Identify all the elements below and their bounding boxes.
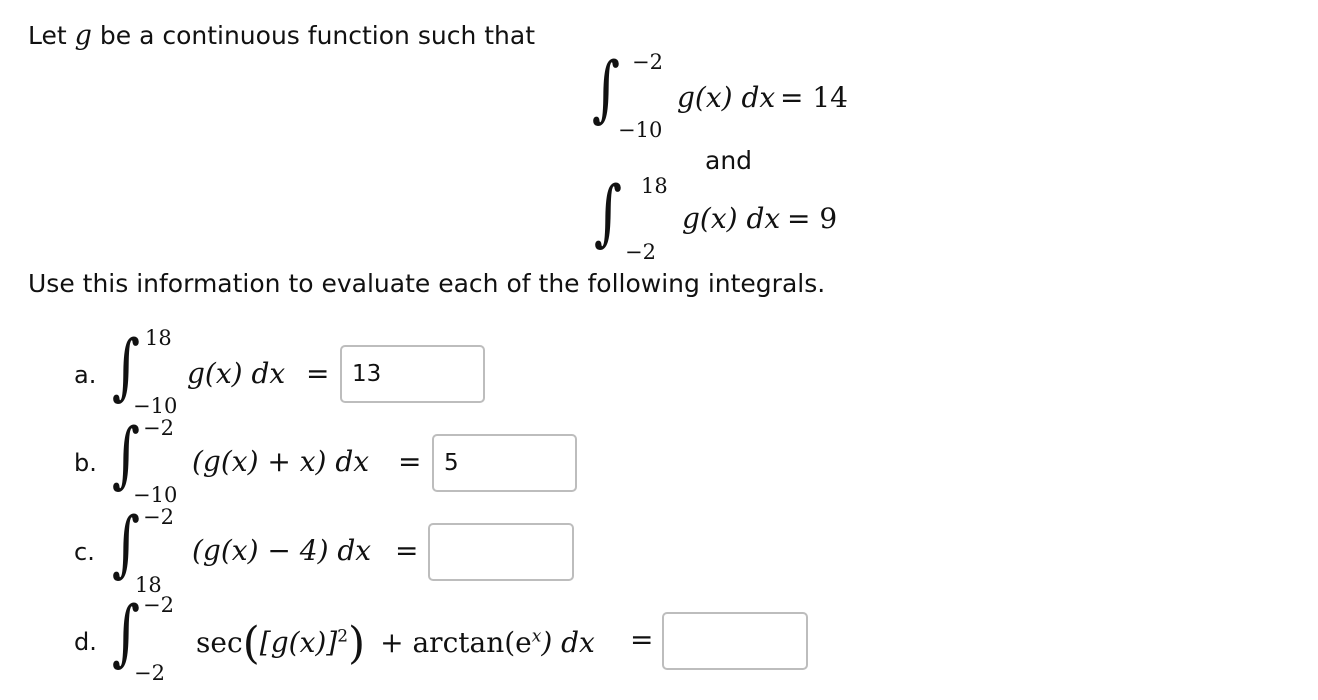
- and-text: and: [705, 146, 753, 175]
- answer-input-c[interactable]: [428, 523, 574, 581]
- upper-limit: 18: [641, 174, 668, 198]
- lower-limit: −2: [625, 240, 656, 264]
- lower-limit: 18: [135, 573, 162, 597]
- equals-sign: =: [306, 357, 330, 390]
- dx-term: ) dx: [541, 626, 595, 659]
- equals-sign: =: [395, 534, 419, 567]
- instruction-text: Use this information to evaluate each of the following integrals.: [28, 269, 826, 298]
- right-paren: ): [348, 618, 366, 669]
- sec-function: sec: [196, 626, 243, 659]
- answer-input-a[interactable]: [340, 345, 485, 403]
- intro-suffix: be a continuous function such that: [91, 21, 536, 50]
- exponent: 2: [337, 626, 349, 647]
- integrand: g(x) dx: [682, 202, 781, 235]
- integrand: (g(x) + x) dx: [192, 445, 370, 478]
- lower-limit: −10: [618, 118, 663, 142]
- integral-sign: ∫: [112, 412, 141, 496]
- integral-sign: ∫: [112, 501, 141, 585]
- part-label: b.: [74, 449, 97, 477]
- equals-sign: =: [630, 623, 654, 656]
- integrand: g(x) dx: [187, 357, 286, 390]
- part-label: d.: [74, 628, 97, 656]
- integral-value: = 14: [780, 81, 848, 114]
- upper-limit: −2: [632, 50, 663, 74]
- integral-sign: ∫: [594, 170, 623, 254]
- integral-value: = 9: [787, 202, 838, 235]
- e-exponent: x: [531, 626, 542, 647]
- intro-text: [28, 20, 535, 51]
- part-label: c.: [74, 538, 95, 566]
- intro-variable: g: [74, 20, 92, 51]
- integrand: [196, 618, 595, 669]
- integral-sign: ∫: [112, 590, 141, 674]
- answer-input-b[interactable]: [432, 434, 577, 492]
- upper-limit: −2: [143, 593, 174, 617]
- upper-limit: 18: [145, 326, 172, 350]
- left-paren: (: [242, 618, 260, 669]
- inner-bracket: [g(x)]: [259, 626, 338, 659]
- arctan-term: + arctan(e: [380, 626, 532, 659]
- lower-limit: −10: [133, 394, 178, 418]
- lower-limit: −2: [134, 661, 165, 685]
- integral-sign: ∫: [112, 324, 141, 408]
- integrand: (g(x) − 4) dx: [192, 534, 372, 567]
- intro-prefix: Let: [28, 21, 75, 50]
- equals-sign: =: [398, 445, 422, 478]
- lower-limit: −10: [133, 483, 178, 507]
- integral-sign: ∫: [592, 46, 621, 130]
- answer-input-d[interactable]: [662, 612, 808, 670]
- part-label: a.: [74, 361, 97, 389]
- upper-limit: −2: [143, 416, 174, 440]
- upper-limit: −2: [143, 505, 174, 529]
- integrand: g(x) dx: [677, 81, 776, 114]
